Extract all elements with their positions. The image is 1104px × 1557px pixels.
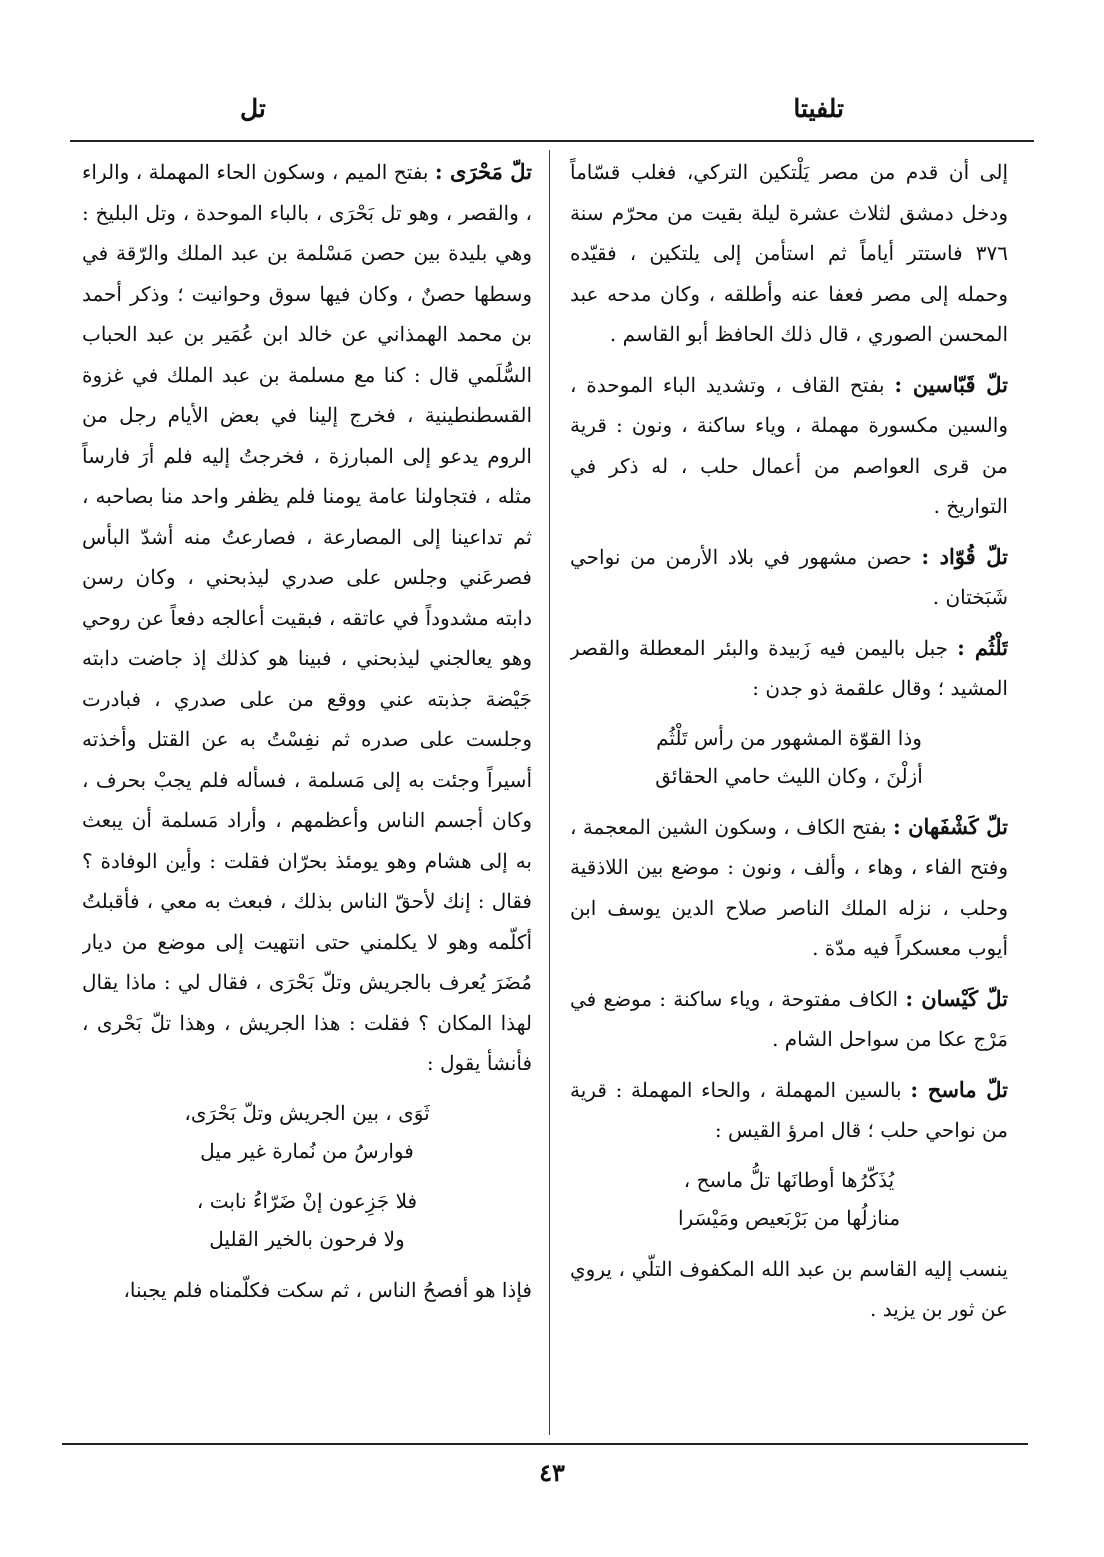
footer-rule bbox=[62, 1443, 1028, 1445]
verse bbox=[570, 719, 1008, 795]
running-title-right: تلفيتا bbox=[793, 94, 844, 123]
verse-line: فوارسُ من نُمارة غير ميل bbox=[200, 1138, 414, 1163]
entry-headword: تلّ مَحْرَى : bbox=[434, 159, 532, 184]
page-number: ٤٣ bbox=[539, 1458, 565, 1487]
entry-tall-quwwad bbox=[570, 537, 1008, 618]
entry-tall-masih bbox=[570, 1070, 1008, 1151]
entry-text: فإذا هو أفصحُ الناس ، ثم سكت فكلّمناه فلم يجبنا، bbox=[123, 1277, 532, 1302]
verse-line: وذا القوّة المشهور من رأس تَلْثُم bbox=[656, 725, 922, 750]
entry-talthum bbox=[570, 628, 1008, 709]
entry-text: جبل باليمن فيه زَبيدة والبئر المعطلة والقصر المشيد ؛ وقال علقمة ذو جدن : bbox=[570, 635, 1008, 700]
verse-line: فلا جَزِعون إنْ ضَرّاءُ نابت ، bbox=[196, 1188, 418, 1213]
entry-headword: تلّ ماسح : bbox=[910, 1076, 1008, 1102]
entry-tall-qabbasin bbox=[570, 365, 1008, 527]
verse-line: ثَوَى ، بين الجريش وتلّ بَحْرَى، bbox=[184, 1100, 430, 1125]
verse-line: أزلْنَ ، وكان الليث حامي الحقائق bbox=[655, 763, 923, 788]
verse-line: يُذَكّرُها أوطانَها تلُّ ماسح ، bbox=[683, 1167, 895, 1192]
entry-tall-mahra bbox=[82, 152, 532, 1084]
entry-text: الكاف مفتوحة ، وياء ساكنة : موضع في مَرْج عكا من سواحل الشام . bbox=[570, 986, 1008, 1051]
entry-text: بفتح الميم ، وسكون الحاء المهملة ، والراء ، والقصر ، وهو تل بَحْرَى ، بالباء الموحدة ، وتل البليخ : وهي بليدة بين حصن مَسْلمة بن عبد الملك والرّقة في وسطها حصنٌ ، وكان فيها سوق وحوانيت ؛ وذكر أحمد بن محمد الهمذاني عن خالد ابن عُمَير بن عبد الحباب السُّلَمي قال : كنا مع مسلمة بن عبد الملك في غزوة القسطنطينية ، فخرج إلينا في بعض الأيام رجل من الروم يدعو إلى المبارزة ، فخرجتُ إليه فلم أرَ فارساً مثله ، فتجاولنا عامة يومنا فلم يظفر واحد منا بصاحبه ، ثم تداعينا إلى المصارعة ، فصارعتُ منه أشدّ البأس فصرعَني وجلس على صدري ليذبحني ، وكان رسن دابته مشدوداً في عاتقه ، فبقيت أعالجه دفعاً عن روحي وهو يعالجني ليذبحني ، فبينا هو كذلك إذ جاضت دابته جَيْضة جذبته عني ووقع من على صدري ، فبادرت وجلست على صدره ثم نفِسْتُ به عن القتل وأخذته أسيراً وجئت به إلى مَسلمة ، فسأله فلم يجبْ بحرف ، وكان أجسم الناس وأعظمهم ، وأراد مَسلمة أن يبعث به إلى هشام وهو يومئذ بحرّان فقلت : وأين الوفادة ؟ فقال : إنك لأحقّ الناس بذلك ، فبعث به معي ، فأقبلتُ أكلّمه وهو لا يكلمني حتى انتهيت إلى موضع من ديار مُضَرَ يُعرف بالجريش وتلّ بَحْرَى ، فقال لي : ماذا يقال لهذا المكان ؟ فقلت : هذا الجريش ، وهذا تلّ بَحْرى ، فأنشأ يقول : bbox=[82, 160, 532, 1075]
entry-text: بالسين المهملة ، والحاء المهملة : قرية من نواحي حلب ؛ قال امرؤ القيس : bbox=[570, 1077, 1008, 1142]
page-header bbox=[70, 88, 1034, 138]
header-rule bbox=[70, 140, 1034, 142]
entry-continuation bbox=[570, 152, 1008, 355]
verse-line: منازلُها من بَرْبَعيص ومَيْسَرا bbox=[677, 1205, 901, 1230]
entry-text: بفتح القاف ، وتشديد الباء الموحدة ، والسين مكسورة مهملة ، وياء ساكنة ، ونون : قرية من قرى العواصم من أعمال حلب ، له ذكر في التواريخ . bbox=[570, 372, 1008, 518]
entry-closing bbox=[570, 1249, 1008, 1330]
right-column bbox=[570, 152, 1008, 1437]
left-column bbox=[82, 152, 532, 1437]
verse bbox=[82, 1182, 532, 1258]
entry-text: حصن مشهور في بلاد الأرمن من نواحي شَبَختان . bbox=[570, 544, 1008, 609]
verse-line: ولا فرحون بالخير القليل bbox=[209, 1226, 405, 1251]
entry-headword: تَلْثُم : bbox=[957, 634, 1008, 660]
entry-headword: تلّ كَشْفَهان : bbox=[892, 813, 1008, 839]
entry-tall-kaysan bbox=[570, 979, 1008, 1060]
entry-text: بفتح الكاف ، وسكون الشين المعجمة ، وفتح الفاء ، وهاء ، وألف ، ونون : موضع بين اللاذقية وحلب ، نزله الملك الناصر صلاح الدين يوسف ابن أيوب معسكراً فيه مدّة . bbox=[570, 814, 1008, 960]
running-title-left: تل bbox=[240, 94, 266, 123]
entry-closing bbox=[82, 1270, 532, 1311]
entry-text: إلى أن قدم من مصر يَلْتكين التركي، فغلب قسّاماً ودخل دمشق لثلاث عشرة ليلة بقيت من محرّم سنة ٣٧٦ فاستتر أياماً ثم استأمن إلى يلتكين ، فقيّده وحمله إلى مصر فعفا عنه وأطلقه ، وكان مدحه عبد المحسن الصوري ، قال ذلك الحافظ أبو القاسم . bbox=[570, 160, 1008, 346]
entry-headword: تلّ قُوّاد : bbox=[921, 543, 1008, 569]
column-divider bbox=[549, 150, 550, 1435]
entry-headword: تلّ قَبّاسين : bbox=[894, 371, 1008, 397]
entry-headword: تلّ كَيْسان : bbox=[905, 985, 1008, 1011]
entry-text: ينسب إليه القاسم بن عبد الله المكفوف التلّي ، يروي عن ثور بن يزيد . bbox=[570, 1256, 1008, 1321]
verse bbox=[82, 1094, 532, 1170]
entry-tall-kashfahan bbox=[570, 807, 1008, 969]
verse bbox=[570, 1161, 1008, 1237]
